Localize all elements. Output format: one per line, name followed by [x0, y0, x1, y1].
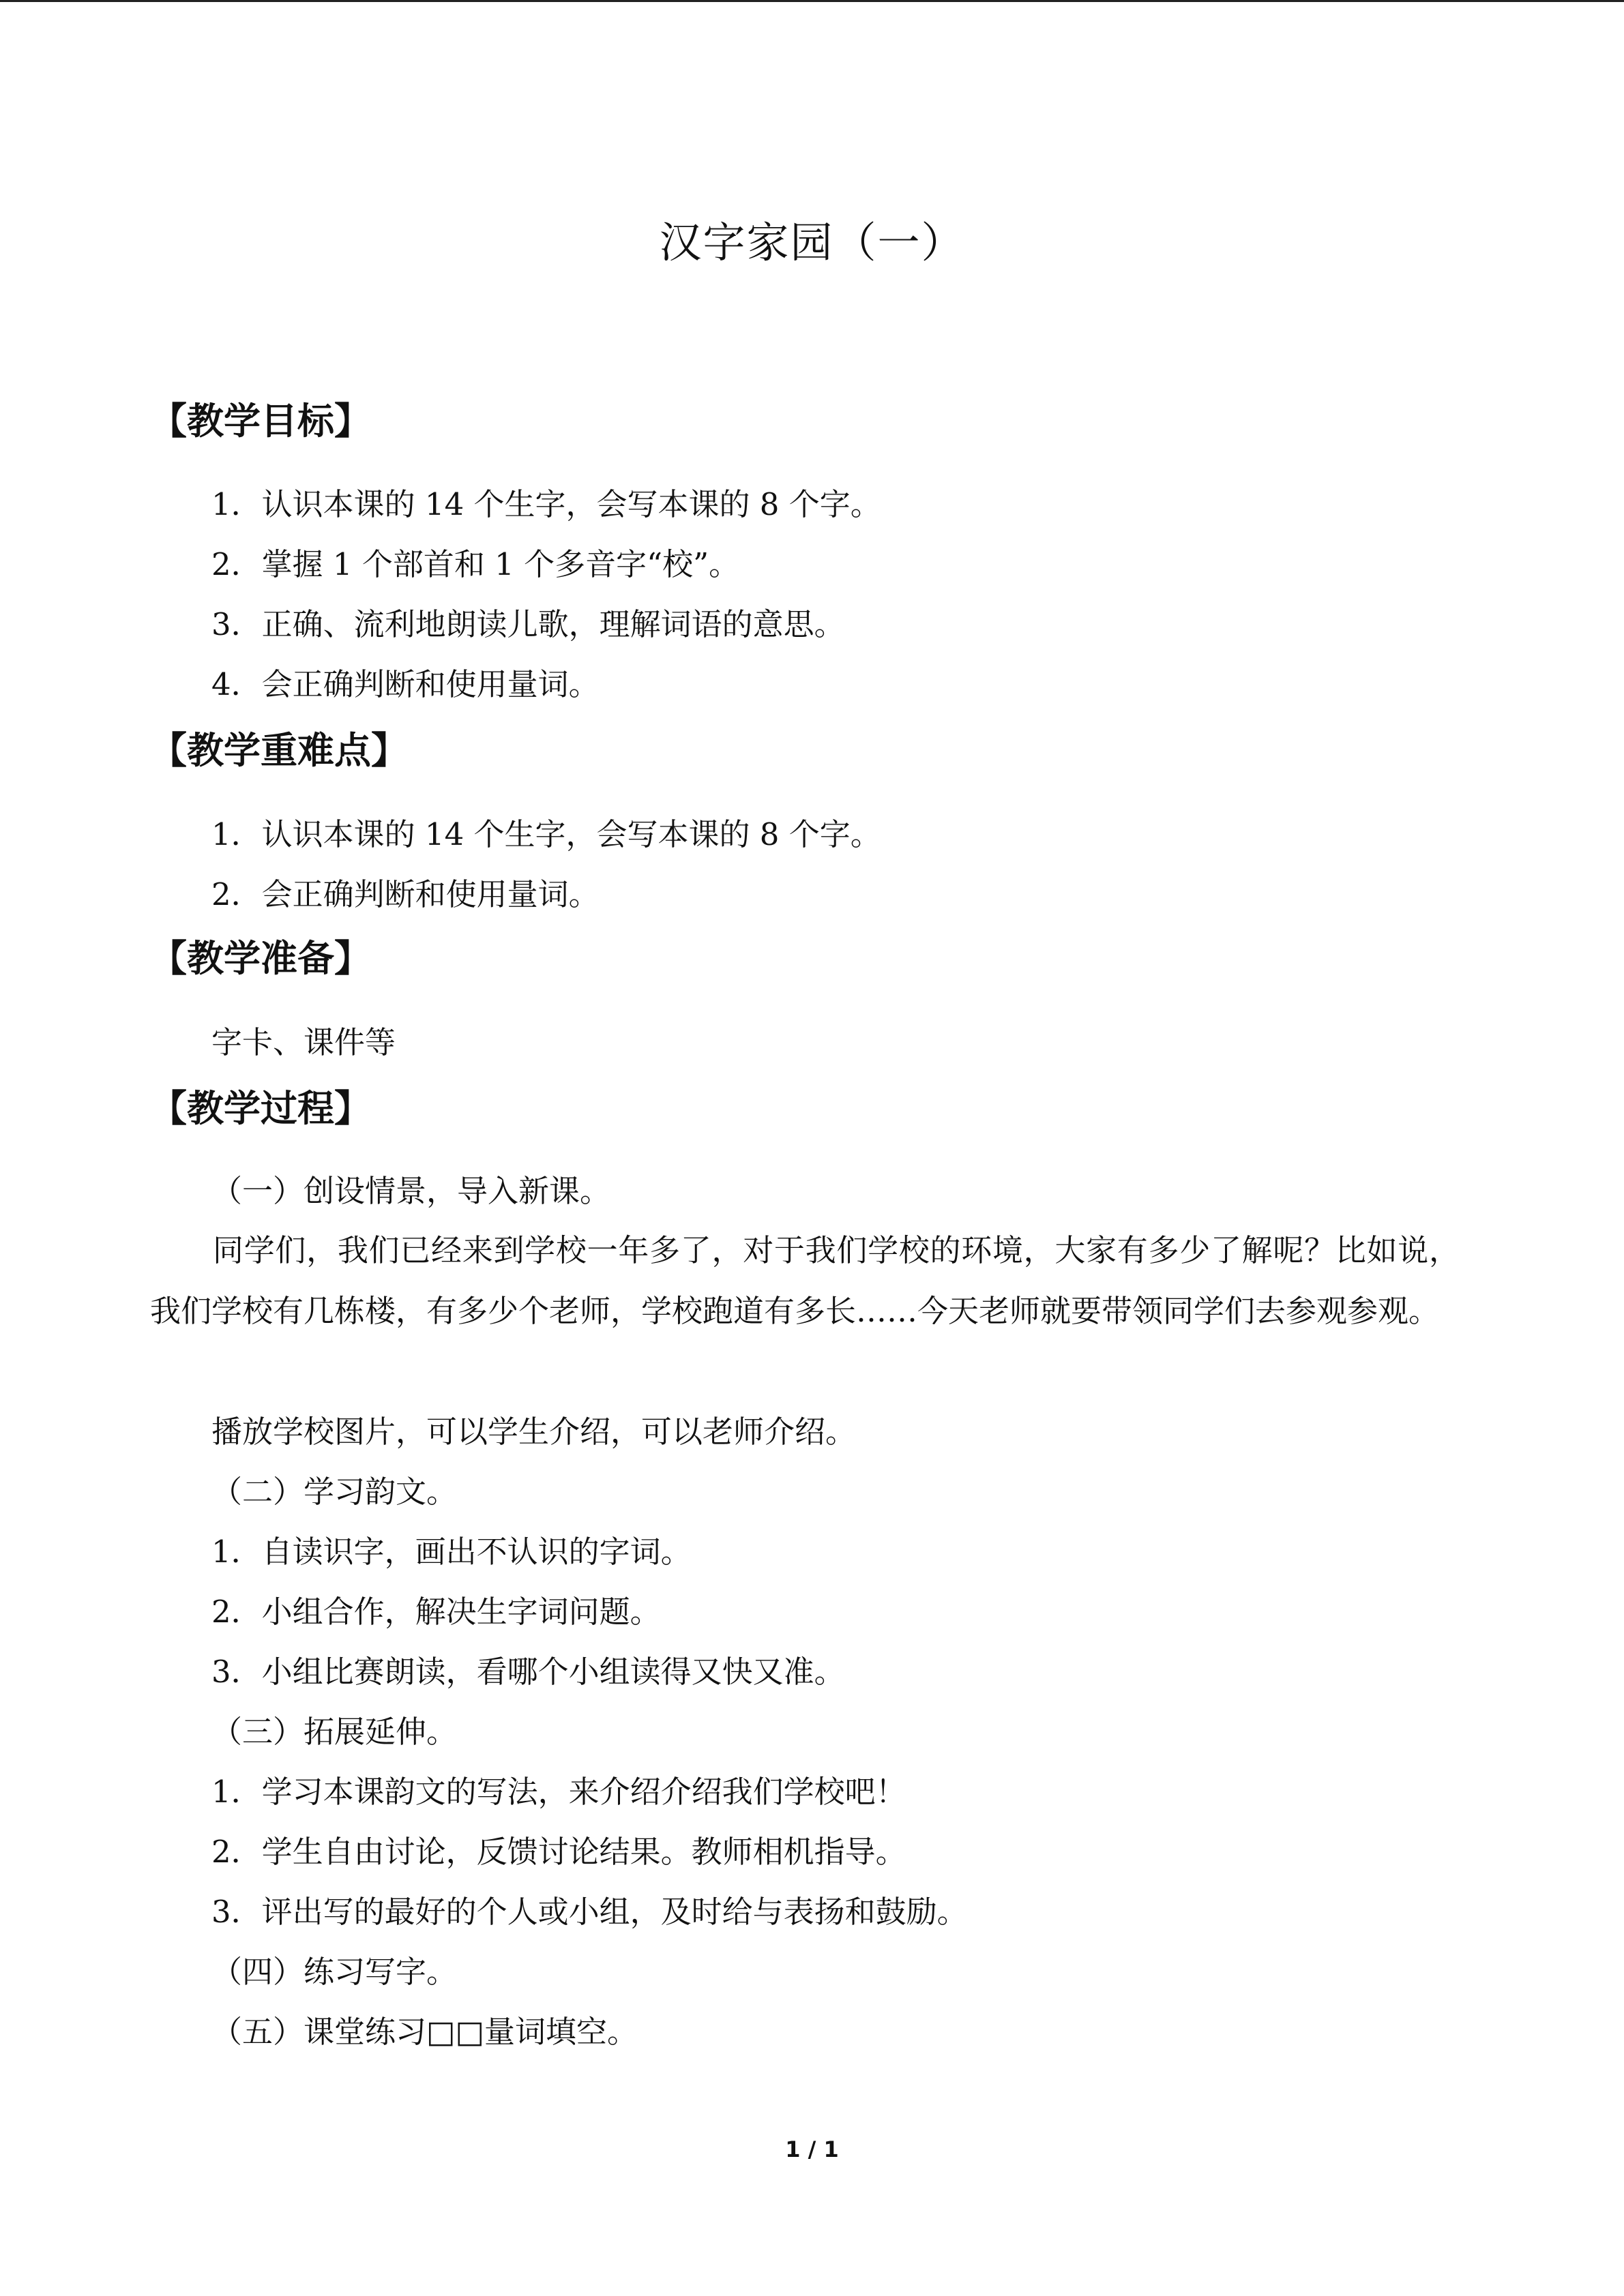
process-step-item: 3．小组比赛朗读，看哪个小组读得又快又准。: [211, 1654, 845, 1690]
process-step-item: 1．自读识字，画出不认识的字词。: [211, 1534, 692, 1570]
process-step-item: 2．学生自由讨论，反馈讨论结果。教师相机指导。: [211, 1834, 906, 1870]
process-step-title: （一）创设情景，导入新课。: [211, 1173, 611, 1209]
key-point-item: 1．认识本课的 14 个生字，会写本课的 8 个字。: [211, 816, 881, 852]
objective-item: 2．掌握 1 个部首和 1 个多音字“校”。: [211, 546, 740, 582]
process-step-title: （五）课堂练习□□量词填空。: [211, 2014, 638, 2050]
process-text: 播放学校图片，可以学生介绍，可以老师介绍。: [211, 1414, 857, 1450]
heading-key-points: 【教学重难点】: [150, 729, 408, 772]
heading-process: 【教学过程】: [150, 1087, 371, 1130]
objective-item: 4．会正确判断和使用量词。: [211, 666, 600, 702]
heading-objectives: 【教学目标】: [150, 400, 371, 443]
process-paragraph: 同学们，我们已经来到学校一年多了，对于我们学校的环境，大家有多少了解呢？比如说，我们学校有几栋楼，有多少个老师，学校跑道有多长……今天老师就要带领同学们去参观参观。: [150, 1232, 1460, 1329]
objective-item: 3．正确、流利地朗读儿歌，理解词语的意思。: [211, 606, 845, 642]
document-title: 汉字家园（一）: [659, 218, 965, 267]
process-step-item: 2．小组合作，解决生字词问题。: [211, 1594, 661, 1630]
page-number: 1 / 1: [785, 2136, 839, 2162]
process-step-title: （二）学习韵文。: [211, 1474, 458, 1510]
heading-preparation: 【教学准备】: [150, 937, 371, 980]
process-step-item: 3．评出写的最好的个人或小组，及时给与表扬和鼓励。: [211, 1894, 968, 1930]
process-step-title: （三）拓展延伸。: [211, 1714, 458, 1750]
preparation-text: 字卡、课件等: [211, 1024, 396, 1060]
key-point-item: 2．会正确判断和使用量词。: [211, 876, 600, 912]
process-step-title: （四）练习写字。: [211, 1954, 458, 1990]
objective-item: 1．认识本课的 14 个生字，会写本课的 8 个字。: [211, 486, 881, 522]
process-step-item: 1．学习本课韵文的写法，来介绍介绍我们学校吧！: [211, 1774, 906, 1810]
